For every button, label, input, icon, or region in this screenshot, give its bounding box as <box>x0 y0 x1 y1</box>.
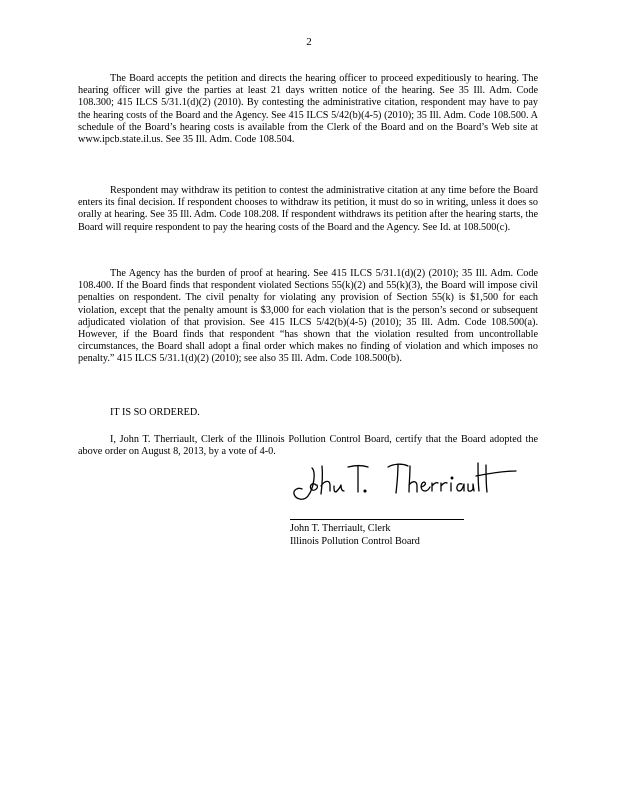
handwritten-signature <box>290 458 530 508</box>
certification-text: I, John T. Therriault, Clerk of the Illinois Pollution Control Board, certify that the Board adopted the above order on August 8, 2013, by a vote of 4-0. <box>78 434 538 458</box>
paragraph-withdrawal <box>78 185 538 234</box>
order-statement-block <box>78 407 538 419</box>
page-number: 2 <box>306 36 312 48</box>
signature-line <box>290 519 464 520</box>
paragraph-text: The Agency has the burden of proof at hearing. See 415 ILCS 5/31.1(d)(2) (2010); 35 Ill. Adm. Code 108.400. If the Board finds that respondent violated Sections 55(k)(2) and 55(k)(3), the Board will impose civil penalties on respondent. The civil penalty for violating any provision of Section 55(k) is $1,500 for each violation, except that the penalty amount is $3,000 for each violation that is the person’s second or subsequent adjudicated violation of that provision. See 415 ILCS 5/42(b)(4-5) (2010); 35 Ill. Adm. Code 108.500(a). However, if the Board finds that respondent “has shown that the violation resulted from uncontrollable circumstances, the Board shall adopt a final order which makes no finding of violation and which imposes no penalty.” 415 ILCS 5/31.1(d)(2) (2010); see also 35 Ill. Adm. Code 108.500(b). <box>78 268 538 365</box>
paragraph-burden-of-proof <box>78 268 538 366</box>
signer-name-title: John T. Therriault, Clerk <box>290 523 391 534</box>
order-statement: IT IS SO ORDERED. <box>110 407 200 418</box>
certification-block <box>78 434 538 458</box>
paragraph-text: Respondent may withdraw its petition to contest the administrative citation at any time before the Board enters its final decision. If respondent chooses to withdraw its petition, it must do so in writing, unless it does so orally at hearing. See 35 Ill. Adm. Code 108.208. If respondent withdraws its petition after the hearing starts, the Board will require respondent to pay the hearing costs of the Board and the Agency. See Id. at 108.500(c). <box>78 185 538 233</box>
signer-organization: Illinois Pollution Control Board <box>290 536 420 547</box>
paragraph-hearing <box>78 73 538 146</box>
signature-block <box>290 522 420 548</box>
paragraph-text: The Board accepts the petition and directs the hearing officer to proceed expeditiously to hearing. The hearing officer will give the parties at least 21 days written notice of the hearing. See 35 Ill. Adm. Code 108.300; 415 ILCS 5/31.1(d)(2) (2010). By contesting the administrative citation, respondent may have to pay the hearing costs of the Board and the Agency. See 415 ILCS 5/42(b)(4-5) (2010); 35 Ill. Adm. Code 108.500. A schedule of the Board’s hearing costs is available from the Clerk of the Board and on the Board’s Web site at www.ipcb.state.il.us. See 35 Ill. Adm. Code 108.504. <box>78 73 538 146</box>
